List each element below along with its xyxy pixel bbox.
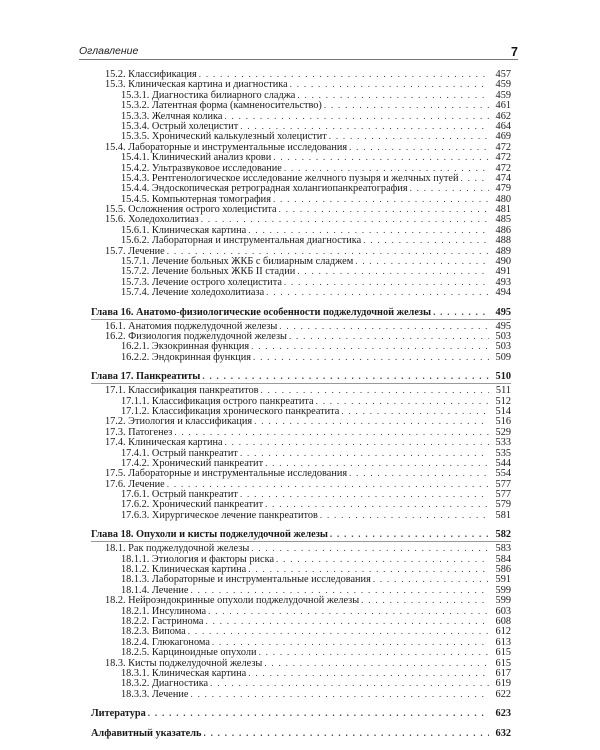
- toc-entry[interactable]: [91, 668, 511, 678]
- toc-entry-page: 459: [495, 79, 511, 91]
- toc-entry-title: 18.1.3. Лабораторные и инструментальные исследования: [121, 574, 371, 586]
- toc-entry[interactable]: [91, 321, 511, 331]
- toc-entry-title: Глава 16. Анатомо-физиологические особенности поджелудочной железы: [91, 306, 432, 318]
- toc-entry[interactable]: [91, 111, 511, 121]
- toc-spacer: [91, 699, 511, 708]
- toc-entry-page: 533: [495, 437, 511, 449]
- toc-entry[interactable]: [91, 595, 511, 605]
- table-of-contents: [91, 69, 511, 739]
- toc-entry-title: 18.2. Нейроэндокринные опухоли поджелудочной железы: [105, 595, 360, 607]
- toc-entry-page: 493: [495, 276, 511, 288]
- toc-entry-page: 479: [495, 183, 511, 195]
- toc-entry-page: 472: [495, 141, 511, 153]
- toc-entry[interactable]: [91, 647, 511, 657]
- toc-entry-title: 15.4.4. Эндоскопическая ретроградная холангиопанкреатография: [121, 183, 408, 195]
- toc-entry[interactable]: [91, 163, 511, 173]
- toc-entry[interactable]: [91, 79, 511, 89]
- toc-entry[interactable]: [91, 554, 511, 564]
- toc-entry[interactable]: [91, 183, 511, 193]
- toc-dot-leader: [265, 458, 489, 468]
- toc-entry[interactable]: [91, 131, 511, 141]
- toc-entry-page: 583: [495, 543, 511, 555]
- toc-entry[interactable]: [91, 437, 511, 447]
- header-page-number: 7: [511, 45, 518, 59]
- toc-entry-title: 15.3.4. Острый холецистит: [121, 120, 239, 132]
- toc-entry-page: 474: [495, 172, 511, 184]
- toc-chapter-entry[interactable]: [91, 708, 511, 719]
- toc-entry-page: 623: [495, 708, 511, 720]
- toc-dot-leader: [260, 385, 489, 395]
- toc-entry-page: 462: [495, 110, 511, 122]
- toc-entry-title: 17.1.1. Классификация острого панкреатита: [121, 395, 314, 407]
- toc-dot-leader: [373, 574, 489, 584]
- toc-dot-leader: [224, 111, 489, 121]
- toc-entry-title: 15.5. Осложнения острого холецистита: [105, 204, 277, 216]
- chapter-heading: [91, 529, 511, 542]
- toc-entry-page: 503: [495, 330, 511, 342]
- toc-entry[interactable]: [91, 385, 511, 395]
- toc-dot-leader: [208, 606, 489, 616]
- toc-entry-title: 16.2.2. Эндокринная функция: [121, 351, 251, 363]
- toc-dot-leader: [167, 246, 489, 256]
- chapter-heading: [91, 371, 511, 384]
- toc-entry-title: Литература: [91, 708, 146, 720]
- toc-chapter-entry[interactable]: [91, 307, 511, 318]
- toc-entry-page: 459: [495, 89, 511, 101]
- toc-entry-page: 608: [495, 615, 511, 627]
- toc-dot-leader: [188, 626, 489, 636]
- toc-entry[interactable]: [91, 277, 511, 287]
- toc-spacer: [91, 719, 511, 728]
- toc-entry-title: 15.4. Лабораторные и инструментальные исследования: [105, 141, 348, 153]
- toc-entry-page: 503: [495, 341, 511, 353]
- toc-dot-leader: [289, 331, 489, 341]
- toc-entry-title: 18.3.3. Лечение: [121, 688, 189, 700]
- toc-entry[interactable]: [91, 448, 511, 458]
- toc-dot-leader: [266, 287, 489, 297]
- toc-entry-page: 457: [495, 69, 511, 80]
- toc-entry[interactable]: [91, 341, 511, 351]
- toc-entry[interactable]: [91, 100, 511, 110]
- toc-entry-page: 489: [495, 245, 511, 257]
- toc-dot-leader: [253, 352, 489, 362]
- toc-entry-page: 509: [495, 351, 511, 363]
- toc-entry[interactable]: [91, 479, 511, 489]
- toc-entry-page: 461: [495, 100, 511, 112]
- toc-entry-title: 15.4.2. Ультразвуковое исследование: [121, 162, 282, 174]
- toc-entry-page: 599: [495, 595, 511, 607]
- toc-dot-leader: [203, 728, 489, 739]
- toc-spacer: [91, 298, 511, 307]
- toc-entry-page: 632: [495, 728, 511, 740]
- toc-entry[interactable]: [91, 564, 511, 574]
- toc-dot-leader: [276, 554, 489, 564]
- toc-dot-leader: [248, 668, 489, 678]
- toc-entry[interactable]: [91, 90, 511, 100]
- toc-dot-leader: [202, 371, 489, 382]
- toc-entry-page: 495: [495, 306, 511, 318]
- toc-entry-title: 15.6. Холедохолитиаз: [105, 214, 199, 226]
- toc-entry-title: 15.3.1. Диагностика билиарного сладжа: [121, 89, 296, 101]
- toc-dot-leader: [273, 194, 489, 204]
- toc-entry-title: 15.7.3. Лечение острого холецистита: [121, 276, 282, 288]
- toc-entry-title: Глава 17. Панкреатиты: [91, 371, 201, 383]
- toc-entry[interactable]: [91, 194, 511, 204]
- toc-dot-leader: [199, 69, 489, 79]
- toc-dot-leader: [433, 307, 489, 318]
- toc-dot-leader: [279, 204, 489, 214]
- toc-dot-leader: [297, 90, 489, 100]
- toc-dot-leader: [355, 256, 489, 266]
- toc-entry-page: 577: [495, 489, 511, 501]
- toc-dot-leader: [279, 321, 489, 331]
- toc-dot-leader: [167, 479, 489, 489]
- toc-entry-page: 579: [495, 499, 511, 511]
- toc-dot-leader: [248, 225, 489, 235]
- toc-entry[interactable]: [91, 416, 511, 426]
- toc-entry-title: 18.2.5. Карциноидные опухоли: [121, 647, 257, 659]
- toc-entry-page: 472: [495, 162, 511, 174]
- toc-entry-title: Алфавитный указатель: [91, 728, 202, 740]
- chapter-heading: [91, 307, 511, 320]
- toc-entry-title: 17.6.3. Хирургическое лечение панкреатитов: [121, 509, 318, 521]
- toc-entry-title: 18.1.1. Этиология и факторы риска: [121, 553, 275, 565]
- toc-dot-leader: [251, 543, 489, 553]
- toc-entry-page: 591: [495, 574, 511, 586]
- toc-dot-leader: [264, 658, 489, 668]
- toc-entry-title: 15.7.4. Лечение холедохолитиаза: [121, 287, 265, 299]
- toc-entry[interactable]: [91, 489, 511, 499]
- toc-dot-leader: [284, 163, 489, 173]
- toc-entry-page: 472: [495, 152, 511, 164]
- toc-entry-title: 16.2. Физиология поджелудочной железы: [105, 330, 287, 342]
- toc-entry[interactable]: [91, 331, 511, 341]
- toc-dot-leader: [316, 396, 489, 406]
- toc-entry-title: 18.2.1. Инсулинома: [121, 605, 207, 617]
- toc-dot-leader: [206, 616, 490, 626]
- toc-entry-page: 529: [495, 426, 511, 438]
- toc-dot-leader: [363, 235, 489, 245]
- toc-entry-page: 512: [495, 395, 511, 407]
- toc-dot-leader: [410, 183, 489, 193]
- toc-entry[interactable]: [91, 574, 511, 584]
- toc-entry-page: 622: [495, 688, 511, 700]
- toc-entry[interactable]: [91, 626, 511, 636]
- toc-dot-leader: [210, 678, 489, 688]
- toc-entry-page: 581: [495, 509, 511, 521]
- toc-entry[interactable]: [91, 616, 511, 626]
- toc-dot-leader: [341, 406, 489, 416]
- toc-dot-leader: [361, 595, 489, 605]
- toc-entry-page: 516: [495, 416, 511, 428]
- toc-entry-page: 494: [495, 287, 511, 299]
- toc-entry-page: 488: [495, 235, 511, 247]
- toc-dot-leader: [190, 585, 489, 595]
- toc-dot-leader: [329, 131, 489, 141]
- toc-entry[interactable]: [91, 152, 511, 162]
- toc-entry-title: 17.2. Этиология и классификация: [105, 416, 253, 428]
- toc-entry-page: 490: [495, 256, 511, 268]
- toc-entry-title: 17.4.1. Острый панкреатит: [121, 447, 238, 459]
- toc-entry-page: 535: [495, 447, 511, 459]
- toc-entry-page: 612: [495, 626, 511, 638]
- toc-entry-title: 18.3.2. Диагностика: [121, 678, 209, 690]
- toc-entry-title: Глава 18. Опухоли и кисты поджелудочной железы: [91, 529, 328, 541]
- toc-entry-page: 586: [495, 564, 511, 576]
- toc-dot-leader: [240, 121, 489, 131]
- toc-entry-title: 18.1.2. Клиническая картина: [121, 564, 247, 576]
- toc-dot-leader: [225, 437, 489, 447]
- toc-entry-page: 464: [495, 120, 511, 132]
- toc-entry[interactable]: [91, 689, 511, 699]
- toc-entry-title: 17.4. Клиническая картина: [105, 437, 223, 449]
- toc-dot-leader: [324, 100, 489, 110]
- toc-entry-page: 514: [495, 405, 511, 417]
- toc-entry-page: 544: [495, 457, 511, 469]
- toc-entry-title: 15.6.1. Клиническая картина: [121, 224, 247, 236]
- toc-dot-leader: [248, 564, 489, 574]
- header-section-title: Оглавление: [79, 45, 139, 57]
- toc-entry[interactable]: [91, 142, 511, 152]
- toc-dot-leader: [349, 468, 489, 478]
- toc-entry-title: 17.1.2. Классификация хронического панкреатита: [121, 405, 340, 417]
- toc-chapter-entry[interactable]: [91, 529, 511, 540]
- toc-dot-leader: [212, 637, 489, 647]
- toc-entry-title: 15.4.5. Компьютерная томография: [121, 193, 271, 205]
- toc-entry[interactable]: [91, 678, 511, 688]
- toc-entry-title: 15.4.3. Рентгенологическое исследование желчного пузыря и желчных путей: [121, 172, 459, 184]
- toc-entry[interactable]: [91, 406, 511, 416]
- toc-entry-title: 15.3.2. Латентная форма (камненосительство): [121, 100, 322, 112]
- toc-dot-leader: [273, 152, 489, 162]
- toc-dot-leader: [148, 708, 489, 719]
- toc-entry-title: 18.2.4. Глюкагонома: [121, 636, 210, 648]
- toc-dot-leader: [174, 427, 489, 437]
- toc-chapter-entry[interactable]: [91, 728, 511, 739]
- toc-entry-title: 17.4.2. Хронический панкреатит: [121, 457, 264, 469]
- toc-entry-page: 486: [495, 224, 511, 236]
- toc-entry-page: 554: [495, 468, 511, 480]
- toc-entry-title: 18.3. Кисты поджелудочной железы: [105, 657, 263, 669]
- toc-entry[interactable]: [91, 658, 511, 668]
- toc-entry-page: 491: [495, 266, 511, 278]
- toc-entry-page: 481: [495, 204, 511, 216]
- toc-entry-title: 17.6. Лечение: [105, 478, 165, 490]
- toc-entry[interactable]: [91, 427, 511, 437]
- toc-dot-leader: [240, 448, 489, 458]
- toc-entry-title: 17.5. Лабораторные и инструментальные исследования: [105, 468, 348, 480]
- toc-dot-leader: [190, 689, 489, 699]
- toc-entry-title: 15.7.1. Лечение больных ЖКБ с билиарным сладжем: [121, 256, 354, 268]
- toc-dot-leader: [290, 79, 489, 89]
- toc-chapter-entry[interactable]: [91, 371, 511, 382]
- toc-entry-title: 15.2. Классификация: [105, 69, 197, 80]
- toc-dot-leader: [254, 416, 489, 426]
- toc-entry[interactable]: [91, 585, 511, 595]
- toc-entry[interactable]: [91, 69, 511, 79]
- toc-entry-title: 15.3. Клиническая картина и диагностика: [105, 79, 288, 91]
- header-rule: [79, 59, 518, 60]
- toc-entry[interactable]: [91, 173, 511, 183]
- toc-entry-title: 18.2.2. Гастринома: [121, 615, 204, 627]
- toc-entry-page: 469: [495, 131, 511, 143]
- toc-entry-page: 603: [495, 605, 511, 617]
- toc-entry-title: 15.7. Лечение: [105, 245, 165, 257]
- toc-entry[interactable]: [91, 396, 511, 406]
- toc-dot-leader: [297, 266, 489, 276]
- toc-entry[interactable]: [91, 458, 511, 468]
- toc-dot-leader: [320, 510, 489, 520]
- toc-entry[interactable]: [91, 637, 511, 647]
- toc-entry[interactable]: [91, 468, 511, 478]
- toc-entry-page: 599: [495, 584, 511, 596]
- toc-entry-title: 17.3. Патогенез: [105, 426, 173, 438]
- toc-entry-title: 16.2.1. Экзокринная функция: [121, 341, 250, 353]
- toc-entry-page: 615: [495, 647, 511, 659]
- toc-entry-title: 15.3.3. Желчная колика: [121, 110, 223, 122]
- toc-entry-title: 17.6.2. Хронический панкреатит: [121, 499, 264, 511]
- toc-entry-page: 584: [495, 553, 511, 565]
- toc-entry-title: 15.4.1. Клинический анализ крови: [121, 152, 272, 164]
- toc-dot-leader: [284, 277, 489, 287]
- toc-dot-leader: [201, 214, 489, 224]
- toc-entry-page: 480: [495, 193, 511, 205]
- toc-entry-title: 15.3.5. Хронический калькулезный холецистит: [121, 131, 327, 143]
- toc-entry[interactable]: [91, 510, 511, 520]
- toc-entry-page: 511: [495, 385, 511, 397]
- toc-entry-page: 613: [495, 636, 511, 648]
- toc-entry-page: 510: [495, 371, 511, 383]
- toc-entry-title: 17.6.1. Острый панкреатит: [121, 489, 238, 501]
- toc-dot-leader: [240, 489, 489, 499]
- toc-entry-page: 617: [495, 667, 511, 679]
- toc-entry[interactable]: [91, 606, 511, 616]
- toc-entry[interactable]: [91, 225, 511, 235]
- toc-spacer: [91, 362, 511, 371]
- toc-entry-title: 18.2.3. Випома: [121, 626, 186, 638]
- toc-spacer: [91, 520, 511, 529]
- toc-entry-title: 18.3.1. Клиническая картина: [121, 667, 247, 679]
- toc-entry[interactable]: [91, 256, 511, 266]
- toc-entry-title: 15.6.2. Лабораторная и инструментальная диагностика: [121, 235, 362, 247]
- toc-entry-title: 17.1. Классификация панкреатитов: [105, 385, 259, 397]
- toc-entry-page: 619: [495, 678, 511, 690]
- toc-entry-title: 16.1. Анатомия поджелудочной железы: [105, 320, 278, 332]
- toc-entry[interactable]: [91, 499, 511, 509]
- toc-entry-page: 615: [495, 657, 511, 669]
- toc-entry[interactable]: [91, 204, 511, 214]
- toc-entry[interactable]: [91, 352, 511, 362]
- toc-entry-page: 577: [495, 478, 511, 490]
- toc-dot-leader: [349, 142, 489, 152]
- toc-entry-title: 18.1. Рак поджелудочной железы: [105, 543, 250, 555]
- toc-dot-leader: [259, 647, 489, 657]
- toc-dot-leader: [460, 173, 489, 183]
- toc-entry[interactable]: [91, 246, 511, 256]
- toc-entry[interactable]: [91, 235, 511, 245]
- toc-entry[interactable]: [91, 287, 511, 297]
- toc-dot-leader: [330, 529, 489, 540]
- toc-entry-title: 15.7.2. Лечение больных ЖКБ II стадии: [121, 266, 296, 278]
- toc-dot-leader: [265, 499, 489, 509]
- toc-entry[interactable]: [91, 266, 511, 276]
- toc-entry[interactable]: [91, 543, 511, 553]
- toc-entry-page: 582: [495, 529, 511, 541]
- toc-dot-leader: [251, 341, 489, 351]
- running-header: [79, 40, 518, 60]
- toc-entry-title: 18.1.4. Лечение: [121, 584, 189, 596]
- toc-entry-page: 485: [495, 214, 511, 226]
- toc-entry[interactable]: [91, 121, 511, 131]
- toc-entry[interactable]: [91, 214, 511, 224]
- toc-entry-page: 495: [495, 320, 511, 332]
